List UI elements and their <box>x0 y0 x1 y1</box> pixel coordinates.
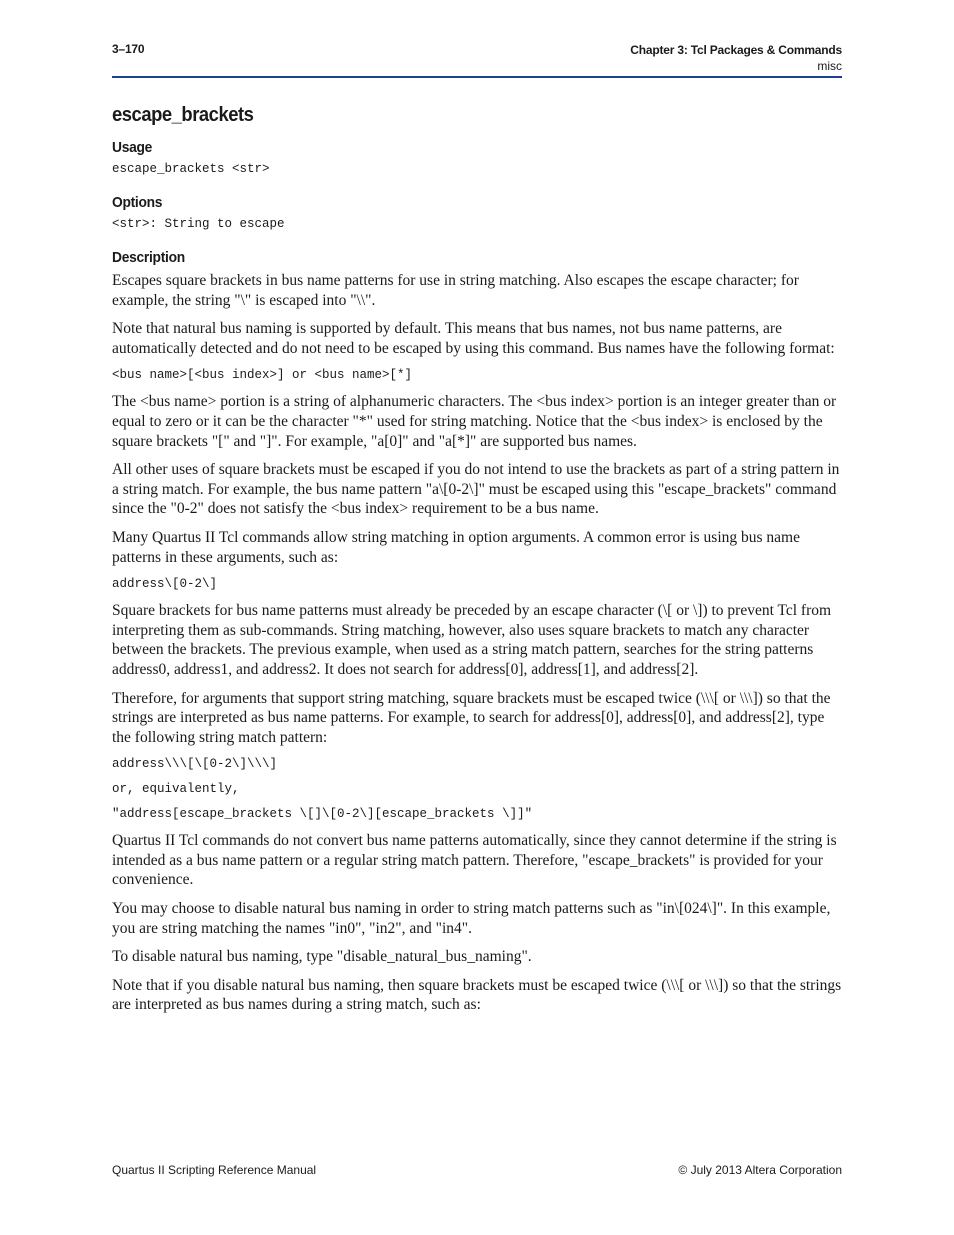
footer-manual-title: Quartus II Scripting Reference Manual <box>112 1163 317 1177</box>
options-heading: Options <box>112 194 163 211</box>
main-content <box>112 104 844 1024</box>
usage-code: escape_brackets <str> <box>112 162 270 176</box>
code-example: "address[escape_brackets \[]\[0-2\][escape_brackets \]]" <box>112 807 533 822</box>
code-example: or, equivalently, <box>112 782 240 797</box>
description-paragraph: Note that if you disable natural bus naming, then square brackets must be escaped twice (\\\[ or \\\]) so that the strings are interpreted as bus names during a string match, such as: <box>112 976 842 1014</box>
description-paragraph: You may choose to disable natural bus naming in order to string match patterns such as "in\[024\]". In this example, you are string matching the names "in0", "in2", and "in4". <box>112 900 831 937</box>
description-paragraph: All other uses of square brackets must be escaped if you do not intend to use the brackets as part of a string pattern in a string match. For example, the bus name pattern "a\[0-2\]" must be escaped using this "escape_brackets" command since the "0-2" does not satisfy the <bus index> requirement to be a bus name. <box>112 461 840 518</box>
usage-heading: Usage <box>112 139 153 156</box>
section-name: misc <box>817 59 842 73</box>
description-paragraph: Escapes square brackets in bus name patterns for use in string matching. Also escapes the escape character; for example, the string "\" is escaped into "\\". <box>112 272 799 309</box>
running-header <box>630 42 842 74</box>
code-example: address\\\[\[0-2\]\\\] <box>112 757 278 772</box>
description-paragraph: Therefore, for arguments that support string matching, square brackets must be escaped twice (\\\[ or \\\]) so that the strings are interpreted as bus name patterns. For example, to search for address[0], address[0], and address[2], type the following string match pattern: <box>112 689 831 746</box>
description-paragraph: Many Quartus II Tcl commands allow string matching in option arguments. A common error is using bus name patterns in these arguments, such as: <box>112 528 800 566</box>
code-example: address\[0-2\] <box>112 577 218 592</box>
command-title: escape_brackets <box>112 104 254 126</box>
options-code: <str>: String to escape <box>112 217 285 231</box>
description-paragraph: Note that natural bus naming is supported by default. This means that bus names, not bus name patterns, are automatically detected and do not need to be escaped by using this command. Bus names have the following format: <box>112 320 835 357</box>
page-number: 3–170 <box>112 42 145 56</box>
footer-copyright: © July 2013 Altera Corporation <box>678 1163 842 1177</box>
description-heading: Description <box>112 249 185 266</box>
description-paragraph: Square brackets for bus name patterns must already be preceded by an escape character (\[ or \]) to prevent Tcl from interpreting them as sub-commands. String matching, however, also uses square brackets to match any character between the brackets. The previous example, when used as a string match pattern, searches for the string patterns address0, address1, and address2. It does not search for address[0], address[1], and address[2]. <box>112 602 832 678</box>
description-paragraph: Quartus II Tcl commands do not convert bus name patterns automatically, since they cannot determine if the string is intended as a bus name pattern or a regular string match pattern. Therefore, "escape_brackets" is provided for your convenience. <box>112 832 837 889</box>
header-rule <box>112 76 842 78</box>
description-paragraph: The <bus name> portion is a string of alphanumeric characters. The <bus index> portion is an integer greater than or equal to zero or it can be the character "*" used for string matching. Notice that the <bus index> is enclosed by the square brackets "[" and "]". For example, "a[0]" and "a[*]" are supported bus names. <box>112 393 837 450</box>
chapter-title: Chapter 3: Tcl Packages & Commands <box>630 43 842 57</box>
description-paragraph: To disable natural bus naming, type "disable_natural_bus_naming". <box>112 948 532 966</box>
code-example: <bus name>[<bus index>] or <bus name>[*] <box>112 368 413 383</box>
